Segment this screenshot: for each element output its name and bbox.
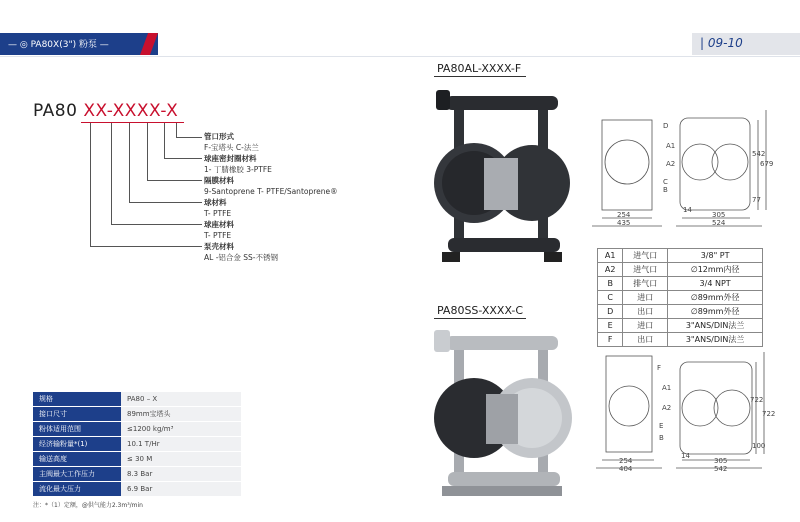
- table-row: [598, 277, 763, 291]
- conn-type: 进口: [623, 291, 668, 305]
- legend-label: 球材料: [204, 198, 227, 207]
- spec-value: ≤ 30 M: [121, 452, 241, 467]
- table-row: [33, 422, 241, 437]
- callout-label: A2: [666, 160, 676, 168]
- conn-code: C: [598, 291, 623, 305]
- conn-type: 进气口: [623, 263, 668, 277]
- legend-label: 球座密封圈材料: [204, 154, 257, 163]
- dimension-label: 524: [712, 219, 726, 227]
- model-title-ss: PA80SS-XXXX-C: [437, 304, 524, 317]
- table-row: [33, 482, 241, 497]
- legend-value: F-宝塔头 C-法兰: [204, 143, 259, 152]
- spec-key: 接口尺寸: [33, 407, 121, 422]
- model-title-al: PA80AL-XXXX-F: [437, 62, 522, 75]
- table-row: [598, 319, 763, 333]
- conn-code: E: [598, 319, 623, 333]
- leader-line: [90, 123, 91, 246]
- pump-photo-aluminium: [428, 78, 578, 278]
- dimension-label: 722: [762, 410, 776, 418]
- callout-label: A1: [662, 384, 672, 392]
- conn-type: 出口: [623, 333, 668, 347]
- dimension-label: 679: [760, 160, 774, 168]
- leader-line: [176, 137, 202, 138]
- callout-label: D: [663, 122, 669, 130]
- table-row: [33, 452, 241, 467]
- legend-label: 管口形式: [204, 132, 234, 141]
- spec-value: 10.1 T/Hr: [121, 437, 241, 452]
- dimension-label: 722: [750, 396, 764, 404]
- dimension-label: 404: [619, 465, 633, 473]
- conn-code: F: [598, 333, 623, 347]
- callout-label: E: [659, 422, 664, 430]
- table-row: [598, 263, 763, 277]
- legend-label: 隔膜材料: [204, 176, 234, 185]
- conn-type: 排气口: [623, 277, 668, 291]
- dimension-label: 435: [617, 219, 631, 227]
- spec-key: 输送高度: [33, 452, 121, 467]
- model-title-rule: [434, 318, 526, 319]
- dimension-label: 305: [714, 457, 728, 465]
- dimension-label: 254: [619, 457, 633, 465]
- table-row: [33, 392, 241, 407]
- callout-label: A1: [666, 142, 676, 150]
- model-code-prefix: PA80: [33, 101, 78, 121]
- leader-line: [164, 123, 165, 158]
- legend-label: 球座材料: [204, 220, 234, 229]
- spec-value: 6.9 Bar: [121, 482, 241, 497]
- leader-line: [129, 123, 130, 202]
- conn-size: 3/8" PT: [668, 249, 763, 263]
- leader-line: [147, 180, 202, 181]
- table-row: [598, 333, 763, 347]
- dimension-label: 77: [752, 196, 761, 204]
- callout-label: B: [659, 434, 664, 442]
- table-row: [598, 249, 763, 263]
- spec-key: 规格: [33, 392, 121, 407]
- header-divider: [0, 56, 800, 57]
- conn-code: A2: [598, 263, 623, 277]
- header-title: — ◎ PA80X(3") 粉泵 —: [8, 40, 109, 50]
- spec-value: PA80 – X: [121, 392, 241, 407]
- leader-line: [90, 246, 202, 247]
- spec-key: 流化最大压力: [33, 482, 121, 497]
- dimension-label: 305: [712, 211, 726, 219]
- conn-code: B: [598, 277, 623, 291]
- conn-size: ∅89mm外径: [668, 305, 763, 319]
- page-number: | 09-10: [700, 36, 743, 50]
- callout-label: F: [657, 364, 662, 372]
- model-code-variable: XX-XXXX-X: [83, 101, 179, 121]
- dimension-label: 542: [714, 465, 728, 473]
- conn-size: 3"ANS/DIN法兰: [668, 333, 763, 347]
- table-row: [33, 407, 241, 422]
- conn-type: 进口: [623, 319, 668, 333]
- legend-value: 9-Santoprene T- PTFE/Santoprene®: [204, 187, 338, 196]
- table-row: [598, 291, 763, 305]
- leader-line: [129, 202, 202, 203]
- conn-size: ∅12mm内径: [668, 263, 763, 277]
- leader-line: [111, 123, 112, 224]
- spec-key: 经济输粉量*(1): [33, 437, 121, 452]
- callout-label: C: [663, 178, 668, 186]
- table-row: [33, 437, 241, 452]
- legend-label: 泵壳材料: [204, 242, 234, 251]
- spec-value: 8.3 Bar: [121, 467, 241, 482]
- conn-size: 3"ANS/DIN法兰: [668, 319, 763, 333]
- table-row: [33, 467, 241, 482]
- legend-value: 1- 丁腈橡胶 3-PTFE: [204, 165, 272, 174]
- leader-line: [176, 123, 177, 137]
- leader-line: [164, 158, 202, 159]
- dimension-label: 100: [752, 442, 766, 450]
- pump-photo-stainless: [428, 322, 578, 512]
- callout-label: B: [663, 186, 668, 194]
- callout-label: A2: [662, 404, 672, 412]
- conn-type: 出口: [623, 305, 668, 319]
- table-row: [598, 305, 763, 319]
- spec-table: [33, 392, 241, 497]
- dimension-label: 14: [681, 452, 690, 460]
- spec-value: ≤1200 kg/m³: [121, 422, 241, 437]
- connection-table: [597, 248, 763, 347]
- conn-code: A1: [598, 249, 623, 263]
- spec-key: 粉体适用范围: [33, 422, 121, 437]
- dimension-label: 14: [683, 206, 692, 214]
- code-legend: [204, 131, 338, 263]
- legend-value: T- PTFE: [204, 209, 232, 218]
- spec-key: 主阀最大工作压力: [33, 467, 121, 482]
- spec-value: 89mm宝塔头: [121, 407, 241, 422]
- dimension-label: 542: [752, 150, 766, 158]
- legend-value: AL -铝合金 SS-不锈钢: [204, 253, 279, 262]
- leader-line: [147, 123, 148, 180]
- model-code: [33, 101, 178, 121]
- dimension-label: 254: [617, 211, 631, 219]
- legend-value: T- PTFE: [204, 231, 232, 240]
- conn-size: 3/4 NPT: [668, 277, 763, 291]
- model-title-rule: [434, 76, 526, 77]
- code-underline: [81, 122, 184, 123]
- conn-size: ∅89mm外径: [668, 291, 763, 305]
- leader-line: [111, 224, 202, 225]
- conn-type: 进气口: [623, 249, 668, 263]
- footnote: 注：*（1）定额，@供气能力2.3m³/min: [33, 502, 143, 509]
- conn-code: D: [598, 305, 623, 319]
